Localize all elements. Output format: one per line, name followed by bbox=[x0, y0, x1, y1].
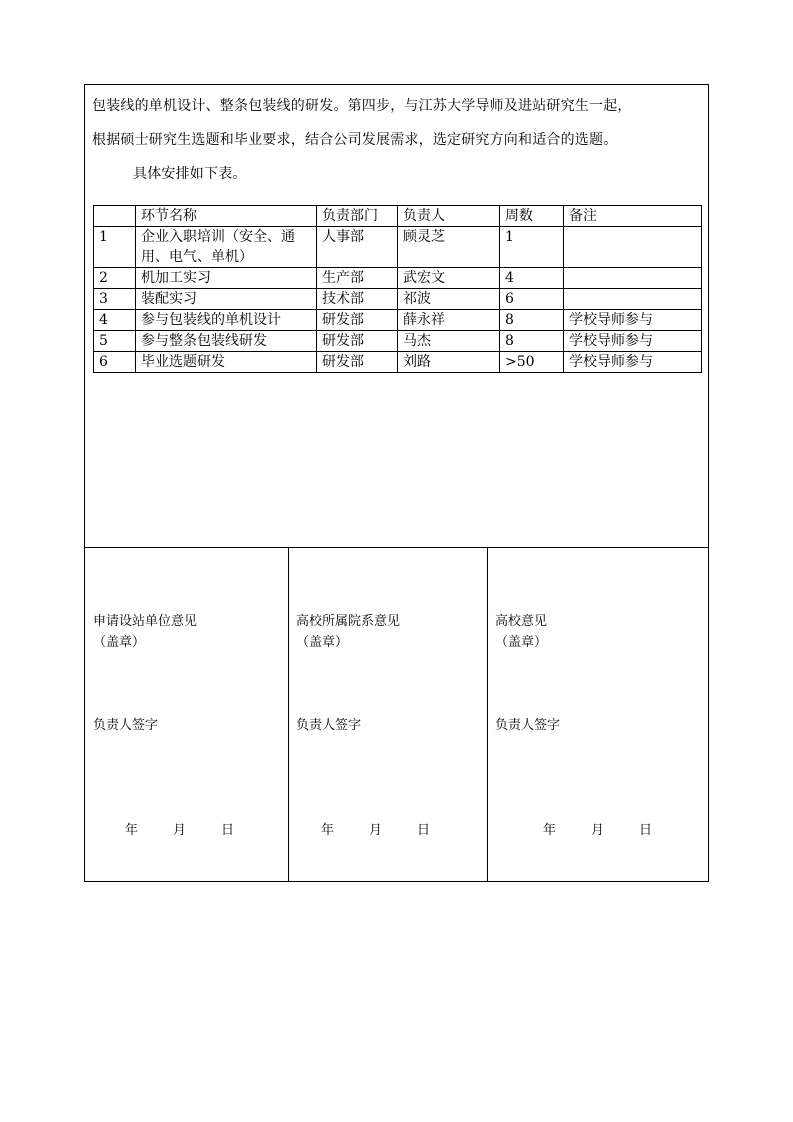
table-row bbox=[94, 227, 702, 268]
date-month: 月 bbox=[591, 823, 605, 838]
opinion-box-department bbox=[288, 547, 488, 881]
opinion-title: 申请设站单位意见 bbox=[93, 614, 198, 629]
seal-label: （盖章） bbox=[296, 635, 349, 650]
paragraph-line-3: 具体安排如下表。 bbox=[133, 166, 247, 182]
table-cell: 4 bbox=[94, 310, 136, 331]
table-cell: 1 bbox=[94, 227, 136, 268]
table-cell: 2 bbox=[94, 268, 136, 289]
date-day: 日 bbox=[221, 823, 235, 838]
table-cell bbox=[564, 268, 702, 289]
table-cell: 研发部 bbox=[317, 352, 398, 373]
table-cell: 参与整条包装线研发 bbox=[136, 331, 317, 352]
date-month: 月 bbox=[173, 823, 187, 838]
opinion-box-university bbox=[487, 547, 708, 881]
table-cell: 刘路 bbox=[398, 352, 500, 373]
table-cell: 顾灵芝 bbox=[398, 227, 500, 268]
date-year: 年 bbox=[543, 823, 557, 838]
schedule-table bbox=[93, 205, 702, 373]
table-cell: 薛永祥 bbox=[398, 310, 500, 331]
table-cell: 学校导师参与 bbox=[564, 352, 702, 373]
table-cell: 机加工实习 bbox=[136, 268, 317, 289]
header-cell bbox=[94, 206, 136, 227]
opinion-title: 高校所属院系意见 bbox=[296, 614, 401, 629]
seal-label: （盖章） bbox=[93, 635, 146, 650]
table-cell: 人事部 bbox=[317, 227, 398, 268]
table-cell bbox=[564, 289, 702, 310]
table-cell: >50 bbox=[500, 352, 564, 373]
opinion-title: 高校意见 bbox=[495, 614, 548, 629]
table-cell: 6 bbox=[94, 352, 136, 373]
paragraph-line-1: 包装线的单机设计、整条包装线的研发。第四步，与江苏大学导师及进站研究生一起， bbox=[92, 98, 632, 114]
table-cell: 学校导师参与 bbox=[564, 310, 702, 331]
signature-label: 负责人签字 bbox=[296, 718, 362, 733]
opinion-section bbox=[85, 547, 708, 881]
date-line bbox=[125, 819, 234, 838]
header-cell: 负责部门 bbox=[317, 206, 398, 227]
table-cell: 装配实习 bbox=[136, 289, 317, 310]
table-cell: 6 bbox=[500, 289, 564, 310]
date-month: 月 bbox=[369, 823, 383, 838]
header-cell: 周数 bbox=[500, 206, 564, 227]
header-cell: 环节名称 bbox=[136, 206, 317, 227]
date-day: 日 bbox=[417, 823, 431, 838]
date-line bbox=[543, 819, 652, 838]
table-cell: 毕业选题研发 bbox=[136, 352, 317, 373]
table-cell: 生产部 bbox=[317, 268, 398, 289]
table-cell: 4 bbox=[500, 268, 564, 289]
table-cell: 马杰 bbox=[398, 331, 500, 352]
table-row bbox=[94, 268, 702, 289]
table-cell: 参与包装线的单机设计 bbox=[136, 310, 317, 331]
date-year: 年 bbox=[125, 823, 139, 838]
table-cell: 技术部 bbox=[317, 289, 398, 310]
table-cell: 8 bbox=[500, 310, 564, 331]
table-cell: 5 bbox=[94, 331, 136, 352]
table-row bbox=[94, 331, 702, 352]
table-cell: 1 bbox=[500, 227, 564, 268]
table-cell: 研发部 bbox=[317, 331, 398, 352]
table-cell: 学校导师参与 bbox=[564, 331, 702, 352]
date-line bbox=[321, 819, 430, 838]
seal-label: （盖章） bbox=[495, 635, 548, 650]
table-row bbox=[94, 310, 702, 331]
paragraph-line-2: 根据硕士研究生选题和毕业要求，结合公司发展需求，选定研究方向和适合的选题。 bbox=[92, 132, 618, 148]
date-day: 日 bbox=[639, 823, 653, 838]
header-cell: 备注 bbox=[564, 206, 702, 227]
table-header-row bbox=[94, 206, 702, 227]
plan-section bbox=[85, 85, 708, 548]
table-cell: 研发部 bbox=[317, 310, 398, 331]
table-row bbox=[94, 289, 702, 310]
table-cell: 祁波 bbox=[398, 289, 500, 310]
table-row bbox=[94, 352, 702, 373]
date-year: 年 bbox=[321, 823, 335, 838]
table-cell: 企业入职培训（安全、通用、电气、单机） bbox=[136, 227, 317, 268]
header-cell: 负责人 bbox=[398, 206, 500, 227]
signature-label: 负责人签字 bbox=[93, 718, 159, 733]
form-frame bbox=[84, 84, 709, 882]
table-cell: 8 bbox=[500, 331, 564, 352]
signature-label: 负责人签字 bbox=[495, 718, 561, 733]
opinion-box-applicant bbox=[85, 547, 289, 881]
table-cell: 武宏文 bbox=[398, 268, 500, 289]
table-cell: 3 bbox=[94, 289, 136, 310]
table-cell bbox=[564, 227, 702, 268]
